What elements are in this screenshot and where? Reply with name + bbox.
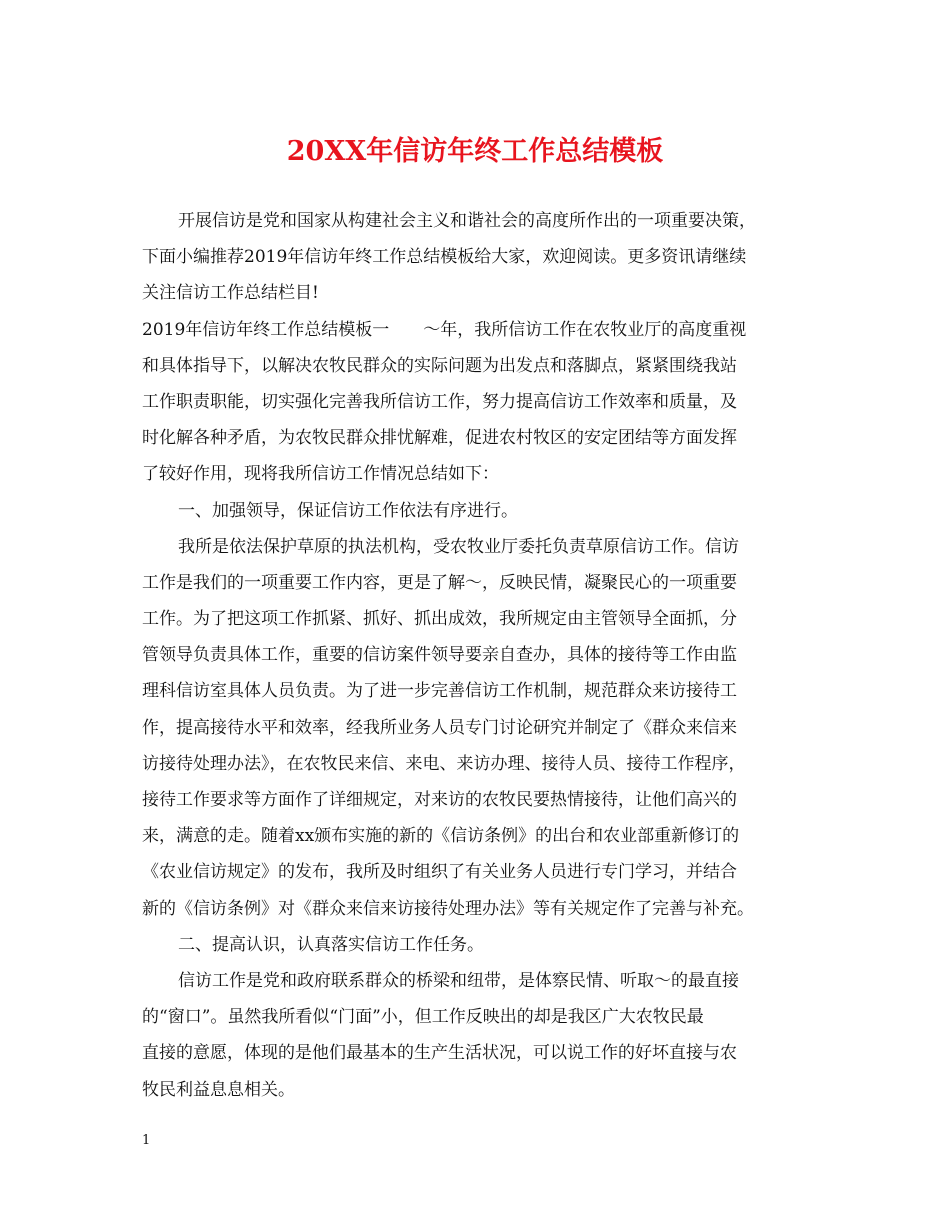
body-line: 下面小编推荐2019年信访年终工作总结模板给大家，欢迎阅读。更多资讯请继续 xyxy=(142,247,747,268)
body-line: 管领导负责具体工作，重要的信访案件领导要亲自查办，具体的接待等工作由监 xyxy=(142,645,737,666)
body-line: 理科信访室具体人员负责。为了进一步完善信访工作机制，规范群众来访接待工 xyxy=(142,681,737,702)
page-number: 1 xyxy=(142,1133,151,1148)
section-heading: 一、加强领导，保证信访工作依法有序进行。 xyxy=(178,500,518,521)
body-line: 新的《信访条例》对《群众来信来访接待处理办法》等有关规定作了完善与补充。 xyxy=(142,898,754,919)
body-line: 时化解各种矛盾，为农牧民群众排忧解难，促进农村牧区的安定团结等方面发挥 xyxy=(142,428,737,449)
body-line: 工作职责职能，切实强化完善我所信访工作，努力提高信访工作效率和质量，及 xyxy=(142,391,737,412)
body-line: 了较好作用，现将我所信访工作情况总结如下： xyxy=(142,464,499,485)
body-line: 接待工作要求等方面作了详细规定，对来访的农牧民要热情接待，让他们高兴的 xyxy=(142,790,737,810)
body-line: 来，满意的走。随着xx颁布实施的新的《信访条例》的出台和农业部重新修订的 xyxy=(142,826,740,847)
body-line: 《农业信访规定》的发布，我所及时组织了有关业务人员进行专门学习，并结合 xyxy=(142,862,737,883)
body-line: 访接待处理办法》，在农牧民来信、来电、来访办理、接待人员、接待工作程序， xyxy=(142,753,746,774)
body-line: 信访工作是党和政府联系群众的桥梁和纽带，是体察民情、听取～的最直接 xyxy=(178,970,739,991)
body-line: 开展信访是党和国家从构建社会主义和谐社会的高度所作出的一项重要决策， xyxy=(178,211,756,231)
body-line: 我所是依法保护草原的执法机构，受农牧业厅委托负责草原信访工作。信访 xyxy=(178,536,739,557)
section-heading: 二、提高认识，认真落实信访工作任务。 xyxy=(178,934,484,955)
body-line: 关注信访工作总结栏目! xyxy=(142,283,319,304)
body-line: 直接的意愿，体现的是他们最基本的生产生活状况，可以说工作的好坏直接与农 xyxy=(142,1043,737,1064)
body-line: 工作是我们的一项重要工作内容，更是了解～，反映民情，凝聚民心的一项重要 xyxy=(142,572,737,593)
body-line: 2019年信访年终工作总结模板一 ～年，我所信访工作在农牧业厅的高度重视 xyxy=(142,319,747,340)
body-line: 作，提高接待水平和效率，经我所业务人员专门讨论研究并制定了《群众来信来 xyxy=(142,717,737,738)
body-line: 牧民利益息息相关。 xyxy=(142,1079,295,1100)
body-line: 和具体指导下，以解决农牧民群众的实际问题为出发点和落脚点，紧紧围绕我站 xyxy=(142,355,737,376)
document-body xyxy=(142,203,804,1108)
body-line: 工作。为了把这项工作抓紧、抓好、抓出成效，我所规定由主管领导全面抓，分 xyxy=(142,609,737,630)
document-title: 20XX年信访年终工作总结模板 xyxy=(286,136,664,167)
body-line: 的“窗口”。虽然我所看似“门面”小，但工作反映出的却是我区广大农牧民最 xyxy=(142,1007,704,1028)
